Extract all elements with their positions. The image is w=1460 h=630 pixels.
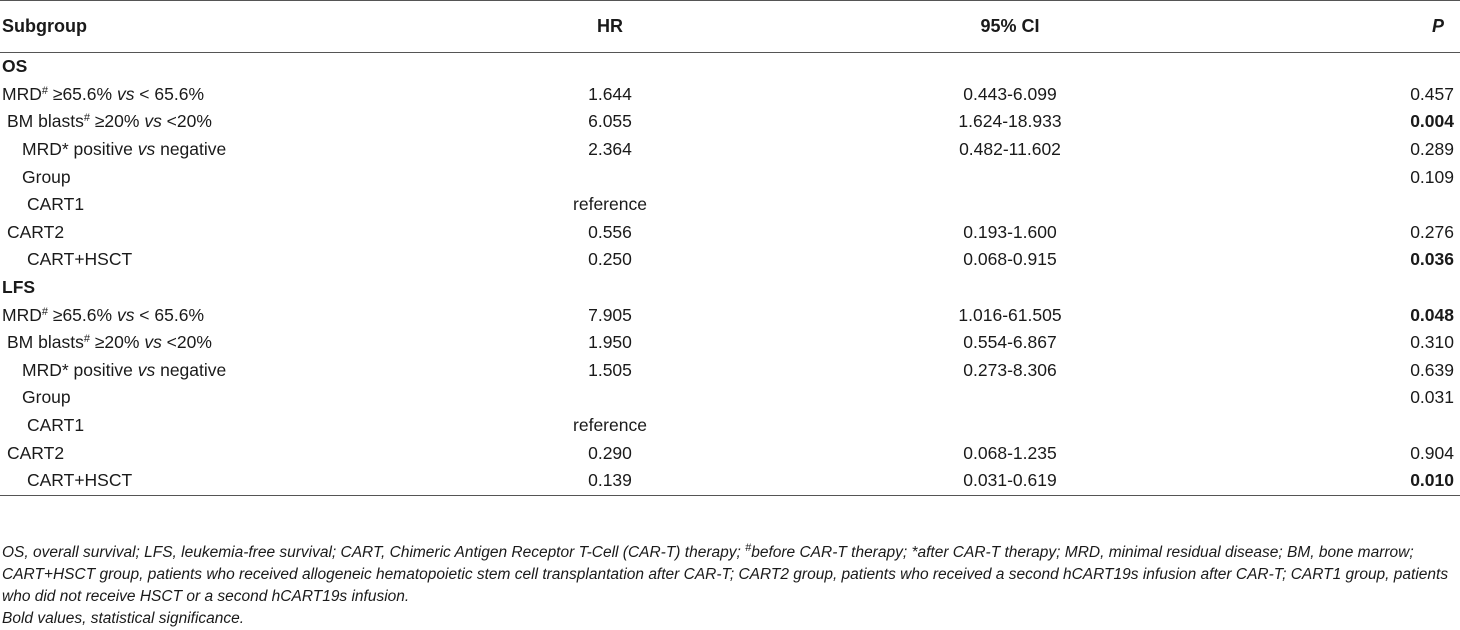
row-label-vs: vs	[137, 359, 156, 380]
cell-p: 0.639	[1410, 359, 1454, 380]
row-label: CART1	[27, 415, 85, 436]
cell-subgroup	[0, 384, 430, 412]
cell-subgroup	[0, 246, 430, 274]
header-ci: 95% CI	[790, 1, 1230, 53]
row-label-threshold: ≥20%	[89, 111, 145, 132]
footnote-sup: #	[745, 542, 752, 554]
row-label-comparison: <20%	[161, 332, 212, 353]
cell-hr: 2.364	[588, 139, 632, 160]
row-label-sup: #	[41, 305, 48, 318]
cell-hr: 7.905	[588, 304, 632, 325]
row-label-comparison: < 65.6%	[134, 83, 205, 104]
footnote-abbreviations	[2, 542, 1452, 608]
cell-ci: 1.016-61.505	[958, 304, 1062, 325]
header-hr: HR	[430, 1, 790, 53]
cell-hr: 0.290	[588, 442, 632, 463]
row-label-comparison: <20%	[161, 111, 212, 132]
footnote-bold-note: Bold values, statistical significance.	[2, 610, 245, 627]
section-title: LFS	[2, 277, 36, 298]
cell-hr: reference	[573, 194, 647, 215]
cell-hr: 1.644	[588, 83, 632, 104]
row-label: BM blasts	[7, 332, 84, 353]
cell-subgroup	[0, 301, 430, 329]
table-row	[0, 163, 1460, 191]
header-subgroup: Subgroup	[0, 1, 430, 53]
row-label-vs: vs	[116, 304, 135, 325]
cell-p: 0.457	[1410, 83, 1454, 104]
table-row	[0, 412, 1460, 440]
cell-p: 0.048	[1410, 304, 1454, 325]
cell-hr: 1.950	[588, 332, 632, 353]
cell-subgroup	[0, 163, 430, 191]
row-label-vs: vs	[137, 139, 156, 160]
row-label-vs: vs	[144, 332, 162, 353]
cell-subgroup	[0, 357, 430, 385]
table-row	[0, 467, 1460, 495]
cell-hr: 1.505	[588, 359, 632, 380]
table-row	[0, 357, 1460, 385]
cell-ci: 0.443-6.099	[963, 83, 1057, 104]
cell-subgroup	[0, 439, 430, 467]
row-label: Group	[22, 387, 71, 408]
table-row	[0, 439, 1460, 467]
footnote-text-part2: before CAR-T therapy; *after CAR-T therapy; MRD, minimal residual disease; BM, bone marrow; CART+HSCT group, patients who received allogeneic hematopoietic stem cell transplantation after CAR-T; CART2 group, patients who received a second hCART19s infusion after CAR-T; CART1 group, patients who did not receive HSCT or a second hCART19s infusion.	[2, 544, 1449, 605]
cell-ci: 1.624-18.933	[958, 111, 1062, 132]
row-label: CART+HSCT	[27, 249, 133, 270]
cell-hr	[430, 163, 790, 191]
cell-ci	[790, 412, 1230, 440]
cell-subgroup	[0, 136, 430, 164]
row-label: MRD* positive	[22, 359, 138, 380]
table-row	[0, 191, 1460, 219]
cell-subgroup	[0, 108, 430, 136]
row-label: CART1	[27, 194, 85, 215]
cell-hr: 6.055	[588, 111, 632, 132]
header-p: P	[1230, 1, 1460, 53]
cell-ci: 0.068-1.235	[963, 442, 1057, 463]
cell-subgroup	[0, 412, 430, 440]
cell-p: 0.904	[1410, 442, 1454, 463]
cell-hr: 0.250	[588, 249, 632, 270]
table-row	[0, 301, 1460, 329]
row-label-comparison: < 65.6%	[134, 304, 205, 325]
cell-ci: 0.068-0.915	[963, 249, 1057, 270]
row-label-sup: #	[41, 84, 48, 97]
section-row	[0, 53, 1460, 81]
row-label-sup: #	[83, 112, 90, 125]
cell-subgroup	[0, 329, 430, 357]
row-label-vs: vs	[116, 83, 135, 104]
row-label: CART2	[7, 221, 65, 242]
row-label: BM blasts	[7, 111, 84, 132]
row-label: CART+HSCT	[27, 470, 133, 491]
cell-p: 0.031	[1410, 387, 1454, 408]
cell-p: 0.276	[1410, 221, 1454, 242]
cell-hr: 0.139	[430, 467, 790, 495]
table-footnote	[2, 542, 1452, 630]
row-label-sup: #	[83, 333, 90, 346]
cell-p: 0.010	[1230, 467, 1460, 495]
cell-p: 0.310	[1410, 332, 1454, 353]
cell-ci: 0.031-0.619	[790, 467, 1230, 495]
cell-ci	[790, 163, 1230, 191]
row-label: Group	[22, 166, 71, 187]
row-label-threshold: ≥20%	[89, 332, 145, 353]
table-row	[0, 246, 1460, 274]
row-label-comparison: negative	[155, 139, 227, 160]
cell-hr	[430, 384, 790, 412]
cell-subgroup	[0, 81, 430, 109]
cell-ci: 0.482-11.602	[959, 139, 1061, 160]
cell-hr: 0.556	[588, 221, 632, 242]
table-row	[0, 136, 1460, 164]
cell-p: 0.036	[1410, 249, 1454, 270]
row-label-comparison: negative	[155, 359, 227, 380]
table-header-row	[0, 1, 1460, 53]
row-label: MRD* positive	[22, 139, 138, 160]
cell-ci: 0.273-8.306	[963, 359, 1057, 380]
cell-p: 0.109	[1410, 166, 1454, 187]
row-label: CART2	[7, 442, 65, 463]
row-label: MRD	[2, 304, 42, 325]
row-label-threshold: ≥65.6%	[47, 304, 117, 325]
cell-subgroup	[0, 467, 430, 495]
cell-subgroup	[0, 191, 430, 219]
cell-p: 0.004	[1410, 111, 1454, 132]
cell-ci: 0.193-1.600	[963, 221, 1057, 242]
section-row	[0, 274, 1460, 302]
cell-ci	[790, 384, 1230, 412]
cell-ci: 0.554-6.867	[963, 332, 1057, 353]
row-label-threshold: ≥65.6%	[47, 83, 117, 104]
cell-p	[1230, 412, 1460, 440]
cell-p	[1230, 191, 1460, 219]
table-row	[0, 108, 1460, 136]
table-row	[0, 219, 1460, 247]
cell-hr: reference	[573, 415, 647, 436]
row-label: MRD	[2, 83, 42, 104]
cell-subgroup	[0, 219, 430, 247]
section-title: OS	[2, 56, 28, 77]
table-row	[0, 384, 1460, 412]
row-label-vs: vs	[144, 111, 162, 132]
footnote-text-part1: OS, overall survival; LFS, leukemia-free survival; CART, Chimeric Antigen Receptor T-Cell (CAR-T) therapy;	[2, 544, 746, 561]
cell-p: 0.289	[1410, 139, 1454, 160]
table-row	[0, 329, 1460, 357]
table-body	[0, 53, 1460, 496]
cell-ci	[790, 191, 1230, 219]
table-row	[0, 81, 1460, 109]
